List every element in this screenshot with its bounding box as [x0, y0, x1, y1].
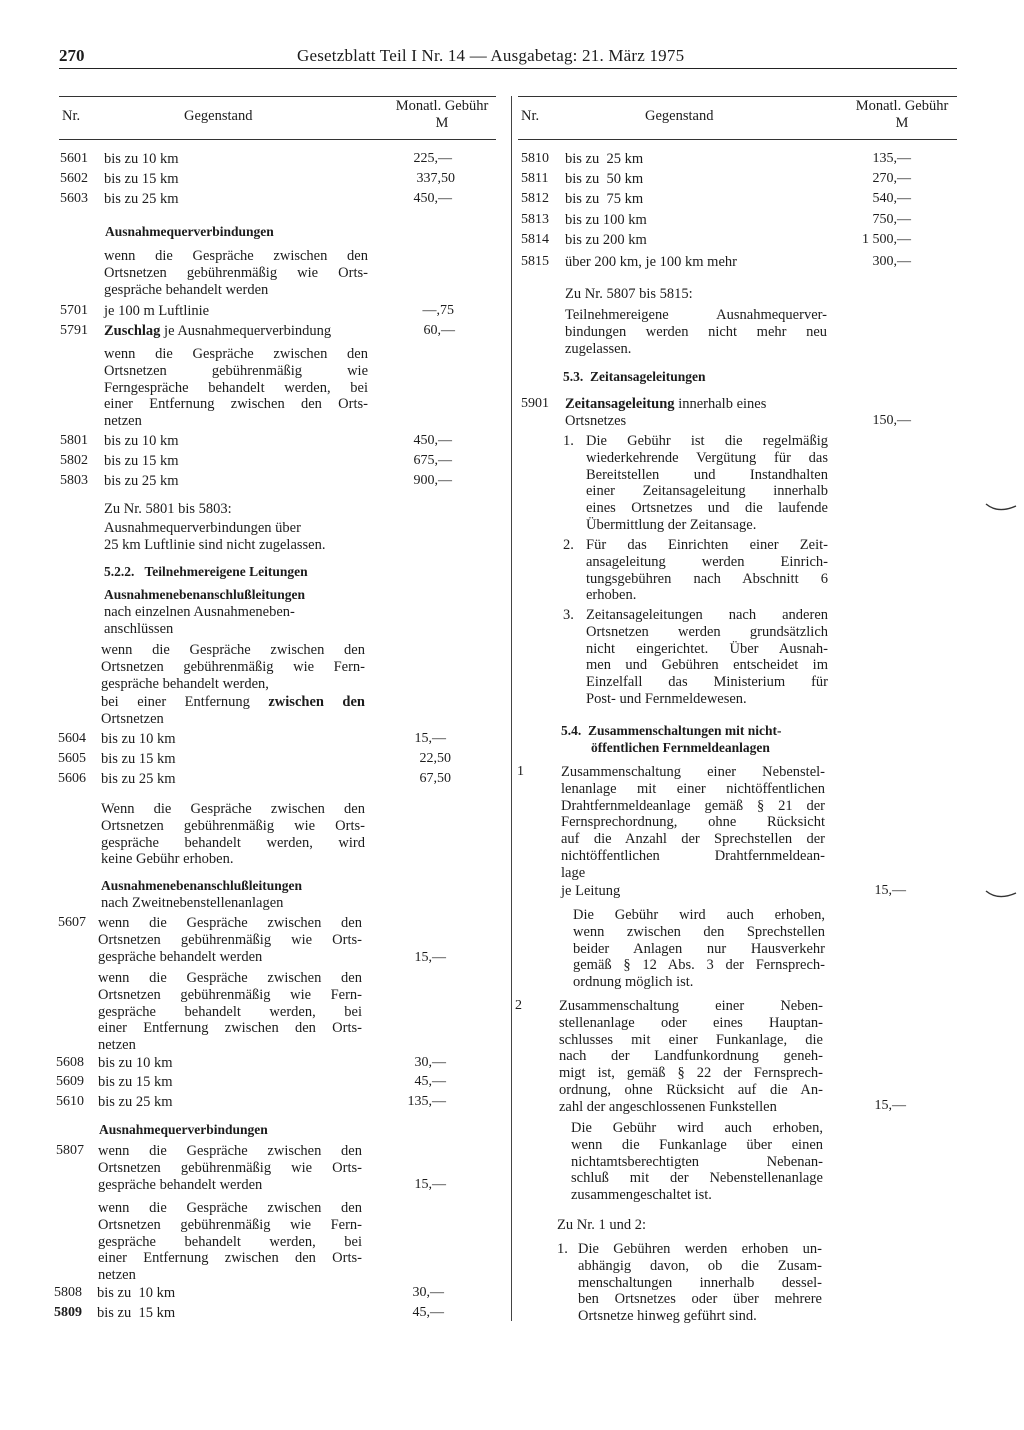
- section-title: Teilnehmereigene Leitungen: [144, 564, 308, 579]
- section-number: 5.4.: [561, 723, 582, 738]
- text-line: tungsgebühren nach Abschnitt 6: [586, 570, 828, 587]
- text-line: men und Gebühren entscheidet im: [586, 657, 828, 674]
- section-heading: [561, 723, 811, 757]
- text-line: gespräche behandelt werden, bei: [98, 1003, 362, 1020]
- note-title: Zu Nr. 5801 bis 5803:: [104, 501, 232, 517]
- row-fee: 225,—: [413, 151, 452, 166]
- text-line: Für das Einrichten einer Zeit-: [586, 537, 828, 553]
- text-line: zahl der angeschlossenen Funkstellen: [559, 1098, 777, 1115]
- page-number: 270: [59, 46, 85, 65]
- row-text: bis zu 25 km: [104, 191, 179, 207]
- row-text: über 200 km, je 100 km mehr: [565, 254, 737, 270]
- paragraph: [101, 801, 365, 868]
- text-line: Zusammenschaltung einer Nebenstel-: [561, 764, 825, 780]
- paragraph: [98, 1200, 362, 1284]
- row-fee: —,75: [422, 303, 454, 318]
- text-line: ordnung möglich ist.: [573, 974, 694, 991]
- right-header-gebuehr-label: Monatl. Gebühr: [855, 98, 949, 114]
- text-line: gespräche behandelt werden: [98, 1176, 263, 1193]
- text-line: lage: [561, 864, 586, 881]
- row-fee: 270,—: [872, 171, 911, 186]
- row-number: 5814: [521, 232, 549, 247]
- left-header-nr: Nr.: [62, 108, 81, 124]
- row-number: 1: [517, 764, 524, 779]
- item-text: [586, 433, 828, 534]
- text-line: Bereitstellen und Instandhalten: [586, 466, 828, 483]
- text-line: wenn zwischen den Sprechstellen: [573, 923, 825, 940]
- row-fee: 60,—: [423, 323, 455, 338]
- right-header-gebuehr: [845, 98, 959, 132]
- text-line: gespräche behandelt werden: [98, 948, 263, 965]
- text-line: bindungen werden nicht mehr neu: [565, 323, 827, 340]
- text-line: wenn die Gespräche zwischen den: [101, 642, 365, 658]
- row-text-bold: Zeitansageleitung: [565, 396, 675, 412]
- row-fee: 30,—: [414, 1055, 446, 1070]
- right-table-top-rule: [518, 96, 957, 97]
- text-line: Die Gebühr wird auch erhoben,: [573, 907, 825, 923]
- row-number: 5811: [521, 171, 549, 186]
- row-fee: 22,50: [419, 751, 451, 766]
- text-line: Ortsnetzen gebührenmäßig wie Fern-: [101, 658, 365, 675]
- row-text: bis zu 25 km: [98, 1094, 173, 1110]
- text-line: Zeitansageleitungen nach anderen: [586, 607, 828, 623]
- text-line: wiederkehrende Vergütung für das: [586, 449, 828, 466]
- row-number: 5701: [60, 303, 88, 318]
- text-line: Ortsnetzen gebührenmäßig wie Fern-: [98, 1216, 362, 1233]
- text-line: eines Ortsnetzes und die laufende: [586, 500, 828, 517]
- right-header-nr: Nr.: [521, 108, 540, 124]
- row-number: 5809: [54, 1305, 82, 1320]
- row-text: bis zu 10 km: [101, 731, 176, 747]
- text-line: netzen: [98, 1037, 136, 1054]
- paragraph: [573, 907, 825, 991]
- margin-mark-icon: [984, 887, 1020, 903]
- item-text: [586, 607, 828, 708]
- row-text: bis zu 10 km: [97, 1285, 176, 1301]
- section-heading: Ausnahmequerverbindungen: [99, 1122, 268, 1137]
- left-table-top-rule: [59, 96, 496, 97]
- text-line: gespräche behandelt werden, bei: [98, 1233, 362, 1250]
- text-line: gespräche behandelt werden,: [101, 675, 269, 692]
- text-line: [101, 694, 365, 711]
- text-line: [565, 396, 766, 413]
- row-text: bis zu 10 km: [104, 151, 179, 167]
- row-number: 5608: [56, 1055, 84, 1070]
- text-line: schluß mit der Nebenstellenanlage: [571, 1170, 823, 1187]
- row-text: bis zu 15 km: [104, 171, 179, 187]
- text-line: nach der Landfunkordnung geneh-: [559, 1048, 823, 1065]
- row-number: 5609: [56, 1074, 84, 1089]
- text-line: Übermittlung der Zeitansage.: [586, 516, 757, 533]
- section-number: 5.2.2.: [104, 564, 135, 579]
- text-line: Einzelfall das Ministerium für: [586, 674, 828, 691]
- row-fee: 150,—: [872, 413, 911, 428]
- row-text: bis zu 15 km: [97, 1305, 176, 1321]
- item-number: 1.: [563, 433, 574, 449]
- row-text: bis zu 15 km: [104, 453, 179, 469]
- row-text: bis zu 75 km: [565, 191, 644, 207]
- text-line: abhängig davon, ob die Zusam-: [578, 1257, 822, 1274]
- row-fee: 45,—: [414, 1074, 446, 1089]
- text-part-bold: zwischen den: [268, 694, 365, 710]
- row-text: [561, 764, 825, 882]
- row-number: 5803: [60, 473, 88, 488]
- row-number: 5801: [60, 433, 88, 448]
- left-header-gegenstand: Gegenstand: [184, 108, 253, 124]
- text-line: gespräche behandelt werden, wird: [101, 834, 365, 851]
- row-fee: 15,—: [414, 731, 446, 746]
- row-text-rest: je Ausnahmequerverbindung: [160, 323, 332, 339]
- item-number: 1.: [557, 1241, 568, 1257]
- text-line: Die Gebühren werden erhoben un-: [578, 1241, 822, 1257]
- row-number: 5791: [60, 323, 88, 338]
- note-title: Zu Nr. 5807 bis 5815:: [565, 286, 693, 302]
- left-header-gebuehr: [386, 98, 498, 132]
- text-line: wenn die Gespräche zwischen den: [104, 346, 368, 362]
- row-number: 5807: [56, 1143, 84, 1158]
- row-fee: 135,—: [407, 1094, 446, 1109]
- row-text: [559, 998, 823, 1116]
- row-fee: 450,—: [413, 433, 452, 448]
- row-number: 5810: [521, 151, 549, 166]
- section-title-line2: öffentlichen Fernmeldeanlagen: [591, 739, 770, 755]
- text-line: Ortsnetzen gebührenmäßig wie Orts-: [98, 1159, 362, 1176]
- text-line: nichtamtsberechtigten Nebenan-: [571, 1153, 823, 1170]
- item-text: [578, 1241, 822, 1325]
- row-number: 5901: [521, 396, 549, 411]
- note-text: [104, 520, 326, 554]
- text-line: einer Entfernung zwischen den Orts-: [98, 1250, 362, 1267]
- text-line: netzen: [98, 1267, 136, 1284]
- row-number: 5607: [58, 915, 86, 930]
- text-line: wenn die Gespräche zwischen den: [104, 248, 368, 264]
- subheading: Ausnahmenebenanschlußleitungen: [101, 878, 303, 893]
- column-divider: [511, 96, 512, 1321]
- text-part: bei einer Entfernung: [101, 694, 250, 710]
- row-text: bis zu 25 km: [101, 771, 176, 787]
- text-line: lenanlage mit einer nichtöffentlichen: [561, 780, 825, 797]
- item-number: 3.: [563, 607, 574, 623]
- row-text: bis zu 15 km: [98, 1074, 173, 1090]
- row-text: [565, 396, 766, 430]
- text-line: migt ist, gemäß § 22 der Fernsprech-: [559, 1065, 823, 1082]
- row-text-bold: Zuschlag: [104, 323, 161, 339]
- row-text: bis zu 10 km: [104, 433, 179, 449]
- row-fee: 750,—: [872, 212, 911, 227]
- row-number: 5603: [60, 191, 88, 206]
- text-line: 25 km Luftlinie sind nicht zugelassen.: [104, 536, 326, 553]
- row-fee: 540,—: [872, 191, 911, 206]
- row-number: 5815: [521, 254, 549, 269]
- subheading-detail: nach Zweitnebenstellenanlagen: [101, 895, 284, 911]
- section-heading: [563, 369, 706, 386]
- paragraph: [571, 1120, 823, 1204]
- text-line: gemäß § 12 Abs. 3 der Fernsprech-: [573, 957, 825, 974]
- row-fee: 1 500,—: [862, 232, 911, 247]
- text-line: ordnung, ohne Rücksicht auf die An-: [559, 1081, 823, 1098]
- text-line: Post- und Fernmeldewesen.: [586, 690, 747, 707]
- text-line: wenn die Gespräche zwischen den: [98, 970, 362, 986]
- page-header: [59, 42, 957, 69]
- text-line: Ferngespräche behandelt werden, bei: [104, 379, 368, 396]
- row-fee: 450,—: [413, 191, 452, 206]
- text-line: nicht eingerichtet. Über Ausnah-: [586, 640, 828, 657]
- text-line: Die Gebühr ist die regelmäßig: [586, 433, 828, 449]
- text-line: einer Zeitansageleitung innerhalb: [586, 483, 828, 500]
- text-line: beider Anlagen nur Hausverkehr: [573, 940, 825, 957]
- row-fee: 135,—: [872, 151, 911, 166]
- section-title: Zusammenschaltungen mit nicht-: [588, 723, 782, 738]
- text-line: wenn die Gespräche zwischen den: [98, 1200, 362, 1216]
- row-number: 5802: [60, 453, 88, 468]
- paragraph: [98, 970, 362, 1054]
- row-text-rest: innerhalb eines: [674, 396, 767, 412]
- text-line: Fernsprechordnung, ohne Rücksicht: [561, 814, 825, 831]
- row-text: bis zu 100 km: [565, 212, 647, 228]
- text-line: nichtöffentlichen Drahtfernmeldean-: [561, 847, 825, 864]
- text-line: zusammengeschaltet ist.: [571, 1187, 712, 1204]
- text-line: menschaltungen innerhalb dessel-: [578, 1274, 822, 1291]
- margin-mark-icon: [984, 500, 1020, 516]
- row-number: 5602: [60, 171, 88, 186]
- row-fee: 15,—: [874, 883, 906, 898]
- item-number: 2.: [563, 537, 574, 553]
- row-number: 5605: [58, 751, 86, 766]
- row-text: bis zu 200 km: [565, 232, 647, 248]
- text-line: Ortsnetze hinweg geführt sind.: [578, 1308, 757, 1325]
- text-line: Die Gebühr wird auch erhoben,: [571, 1120, 823, 1136]
- right-header-gebuehr-unit: M: [895, 115, 909, 131]
- text-line: wenn die Gespräche zwischen den: [98, 1143, 362, 1159]
- row-fee: 337,50: [416, 171, 455, 186]
- row-number: 5601: [60, 151, 88, 166]
- text-line: nach einzelnen Ausnahmeneben-: [104, 604, 295, 620]
- row-text: bis zu 25 km: [565, 151, 644, 167]
- text-line: keine Gebühr erhoben.: [101, 851, 234, 868]
- item-text: [586, 537, 828, 604]
- section-heading: [104, 564, 308, 581]
- text-line: Ortsnetzen: [101, 710, 164, 727]
- section-title: Zeitansageleitungen: [590, 369, 706, 384]
- text-line: Ortsnetzen gebührenmäßig wie Orts-: [101, 817, 365, 834]
- row-text: [98, 915, 362, 965]
- row-fee: 15,—: [414, 1177, 446, 1192]
- text-line: einer Entfernung zwischen den Orts-: [98, 1020, 362, 1037]
- subheading: Ausnahmenebenanschlußleitungen: [104, 587, 306, 602]
- row-fee: 67,50: [419, 771, 451, 786]
- left-header-gebuehr-label: Monatl. Gebühr: [395, 98, 489, 114]
- text-line: einer Entfernung zwischen den Orts-: [104, 396, 368, 413]
- page-title: Gesetzblatt Teil I Nr. 14 — Ausgabetag: 21. März 1975: [297, 46, 685, 65]
- right-header-gegenstand: Gegenstand: [645, 108, 714, 124]
- row-text: je 100 m Luftlinie: [104, 303, 210, 319]
- text-line: schlusses mit einer Funkanlage, die: [559, 1031, 823, 1048]
- row-text: bis zu 10 km: [98, 1055, 173, 1071]
- row-number: 2: [515, 998, 522, 1013]
- text-line: Ausnahmequerverbindungen über: [104, 520, 301, 536]
- text-line: stellenanlage oder eines Hauptan-: [559, 1014, 823, 1031]
- subheading-detail: [104, 604, 295, 638]
- text-line: ansageleitung werden Einrich-: [586, 553, 828, 570]
- row-text: [104, 323, 331, 340]
- right-table-header-rule: [518, 139, 957, 140]
- row-text: [98, 1143, 362, 1193]
- section-number: 5.3.: [563, 369, 584, 384]
- row-text-per-line: je Leitung: [561, 883, 621, 899]
- text-line: Ortsnetzen werden grundsätzlich: [586, 623, 828, 640]
- paragraph: [104, 346, 368, 430]
- text-line: Wenn die Gespräche zwischen den: [101, 801, 365, 817]
- row-number: 5808: [54, 1285, 82, 1300]
- row-text: bis zu 15 km: [101, 751, 176, 767]
- text-line: Ortsnetzen gebührenmäßig wie Fern-: [98, 986, 362, 1003]
- paragraph: [101, 694, 365, 728]
- text-line: erhoben.: [586, 587, 637, 604]
- note-text: [565, 307, 827, 357]
- row-number: 5812: [521, 191, 549, 206]
- text-line: anschlüssen: [104, 620, 174, 637]
- section-heading: Ausnahmequerverbindungen: [105, 224, 274, 239]
- row-text: bis zu 50 km: [565, 171, 644, 187]
- text-line: zugelassen.: [565, 340, 632, 357]
- text-line: netzen: [104, 413, 142, 430]
- row-fee: 300,—: [872, 254, 911, 269]
- text-line: wenn die Gespräche zwischen den: [98, 915, 362, 931]
- text-line: auf die Anzahl der Sprechstellen der: [561, 831, 825, 848]
- paragraph: [101, 642, 365, 692]
- text-line: Ortsnetzen gebührenmäßig wie Orts-: [98, 931, 362, 948]
- text-line: gespräche behandelt werden: [104, 281, 269, 298]
- text-line: ben Ortsnetzes oder über mehrere: [578, 1291, 822, 1308]
- left-header-gebuehr-unit: M: [435, 115, 449, 131]
- row-number: 5606: [58, 771, 86, 786]
- row-fee: 900,—: [413, 473, 452, 488]
- text-line: Zusammenschaltung einer Neben-: [559, 998, 823, 1014]
- row-number: 5610: [56, 1094, 84, 1109]
- note-title: Zu Nr. 1 und 2:: [557, 1217, 647, 1233]
- text-line: Ortsnetzen gebührenmäßig wie Orts-: [104, 264, 368, 281]
- text-line: Ortsnetzen gebührenmäßig wie: [104, 362, 368, 379]
- row-fee: 15,—: [414, 950, 446, 965]
- text-line: Teilnehmereigene Ausnahmequerver-: [565, 307, 827, 323]
- text-line: Ortsnetzes: [565, 412, 627, 429]
- paragraph: [104, 248, 368, 298]
- row-fee: 675,—: [413, 453, 452, 468]
- text-line: [561, 723, 811, 740]
- text-line: Drahtfernmeldeanlage gemäß § 21 der: [561, 797, 825, 814]
- row-fee: 30,—: [412, 1285, 444, 1300]
- row-fee: 45,—: [412, 1305, 444, 1320]
- row-number: 5813: [521, 212, 549, 227]
- row-number: 5604: [58, 731, 86, 746]
- row-fee: 15,—: [874, 1098, 906, 1113]
- row-text: bis zu 25 km: [104, 473, 179, 489]
- text-line: wenn die Funkanlage über einen: [571, 1136, 823, 1153]
- left-table-header-rule: [59, 139, 496, 140]
